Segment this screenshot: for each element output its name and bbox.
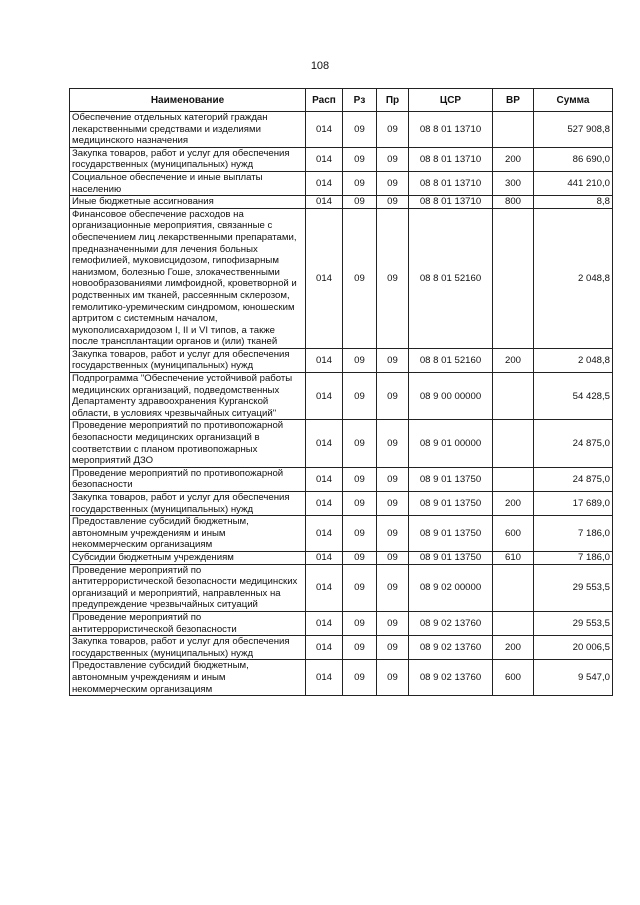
table-row — [70, 373, 613, 420]
row-name: Проведение мероприятий по противопожарной безопасности — [70, 467, 306, 491]
row-name: Проведение мероприятий по противопожарной безопасности медицинских организаций в соответствии с планом противопожарных мероприятий ДЗО — [70, 420, 306, 467]
header-sum: Сумма — [534, 89, 613, 112]
row-csr: 08 8 01 13710 — [409, 112, 493, 148]
row-pr: 09 — [377, 660, 409, 696]
row-rz: 09 — [343, 420, 377, 467]
table-row — [70, 551, 613, 564]
row-pr: 09 — [377, 147, 409, 171]
table-row — [70, 467, 613, 491]
row-pr: 09 — [377, 373, 409, 420]
row-vr — [493, 420, 534, 467]
row-rasp: 014 — [306, 373, 343, 420]
row-sum: 29 553,5 — [534, 611, 613, 635]
row-rasp: 014 — [306, 112, 343, 148]
row-vr: 600 — [493, 516, 534, 552]
row-csr: 08 8 01 13710 — [409, 147, 493, 171]
row-sum: 7 186,0 — [534, 551, 613, 564]
row-rasp: 014 — [306, 208, 343, 348]
header-name: Наименование — [70, 89, 306, 112]
row-rz: 09 — [343, 348, 377, 372]
table-row — [70, 636, 613, 660]
row-rasp: 014 — [306, 147, 343, 171]
header-rz: Рз — [343, 89, 377, 112]
row-sum: 8,8 — [534, 196, 613, 209]
row-rz: 09 — [343, 373, 377, 420]
row-rasp: 014 — [306, 492, 343, 516]
table-row — [70, 660, 613, 696]
row-name: Подпрограмма "Обеспечение устойчивой работы медицинских организаций, подведомственных Департаменту здравоохранения Курганской области, в условиях чрезвычайных ситуаций" — [70, 373, 306, 420]
table-row — [70, 564, 613, 611]
table-row — [70, 171, 613, 195]
row-vr — [493, 373, 534, 420]
header-vr: ВР — [493, 89, 534, 112]
row-sum: 7 186,0 — [534, 516, 613, 552]
row-vr — [493, 112, 534, 148]
row-rasp: 014 — [306, 467, 343, 491]
row-vr: 200 — [493, 348, 534, 372]
row-rz: 09 — [343, 516, 377, 552]
row-csr: 08 8 01 13710 — [409, 171, 493, 195]
row-rz: 09 — [343, 467, 377, 491]
row-rz: 09 — [343, 112, 377, 148]
row-rz: 09 — [343, 636, 377, 660]
row-pr: 09 — [377, 420, 409, 467]
row-pr: 09 — [377, 564, 409, 611]
row-sum: 527 908,8 — [534, 112, 613, 148]
row-name: Финансовое обеспечение расходов на организационные мероприятия, связанные с обеспечением лиц лекарственными препаратами, предназначенными для лечения больных гемофилией, муковисцидозом, гипофизарным нанизмом, болезнью Гоше, злокачественными новообразованиями лимфоидной, кроветворной и родственных им тканей, рассеянным склерозом, гемолитико-уремическим синдромом, юношеским артритом с системным началом, мукополисахаридозом I, II и VI типов, а также после трансплантации органов и (или) тканей — [70, 208, 306, 348]
row-rasp: 014 — [306, 348, 343, 372]
row-sum: 17 689,0 — [534, 492, 613, 516]
row-rasp: 014 — [306, 611, 343, 635]
row-pr: 09 — [377, 492, 409, 516]
table-row — [70, 611, 613, 635]
row-sum: 54 428,5 — [534, 373, 613, 420]
row-sum: 441 210,0 — [534, 171, 613, 195]
row-sum: 2 048,8 — [534, 208, 613, 348]
row-csr: 08 9 02 13760 — [409, 660, 493, 696]
row-sum: 9 547,0 — [534, 660, 613, 696]
row-name: Закупка товаров, работ и услуг для обеспечения государственных (муниципальных) нужд — [70, 636, 306, 660]
row-csr: 08 9 02 13760 — [409, 636, 493, 660]
row-rasp: 014 — [306, 420, 343, 467]
row-pr: 09 — [377, 196, 409, 209]
table-row — [70, 147, 613, 171]
row-pr: 09 — [377, 171, 409, 195]
row-sum: 24 875,0 — [534, 420, 613, 467]
row-name: Закупка товаров, работ и услуг для обеспечения государственных (муниципальных) нужд — [70, 492, 306, 516]
row-vr: 200 — [493, 636, 534, 660]
row-vr: 300 — [493, 171, 534, 195]
row-csr: 08 9 02 13760 — [409, 611, 493, 635]
row-rasp: 014 — [306, 196, 343, 209]
table-body — [70, 112, 613, 696]
row-csr: 08 9 01 13750 — [409, 492, 493, 516]
row-rz: 09 — [343, 660, 377, 696]
row-vr: 200 — [493, 147, 534, 171]
row-name: Закупка товаров, работ и услуг для обеспечения государственных (муниципальных) нужд — [70, 147, 306, 171]
row-csr: 08 9 01 13750 — [409, 551, 493, 564]
row-rz: 09 — [343, 147, 377, 171]
row-rz: 09 — [343, 611, 377, 635]
row-rasp: 014 — [306, 516, 343, 552]
page-number: 108 — [310, 60, 330, 72]
row-pr: 09 — [377, 636, 409, 660]
row-sum: 20 006,5 — [534, 636, 613, 660]
row-csr: 08 9 01 00000 — [409, 420, 493, 467]
row-rasp: 014 — [306, 551, 343, 564]
header-csr: ЦСР — [409, 89, 493, 112]
row-rz: 09 — [343, 196, 377, 209]
row-name: Проведение мероприятий по антитеррористической безопасности — [70, 611, 306, 635]
row-sum: 29 553,5 — [534, 564, 613, 611]
row-vr — [493, 208, 534, 348]
table-row — [70, 196, 613, 209]
row-pr: 09 — [377, 208, 409, 348]
row-name: Иные бюджетные ассигнования — [70, 196, 306, 209]
budget-table — [69, 88, 613, 696]
row-pr: 09 — [377, 467, 409, 491]
row-vr — [493, 611, 534, 635]
header-pr: Пр — [377, 89, 409, 112]
row-name: Социальное обеспечение и иные выплаты населению — [70, 171, 306, 195]
table-row — [70, 492, 613, 516]
row-pr: 09 — [377, 551, 409, 564]
row-pr: 09 — [377, 112, 409, 148]
row-name: Предоставление субсидий бюджетным, автономным учреждениям и иным некоммерческим организациям — [70, 660, 306, 696]
row-csr: 08 9 01 13750 — [409, 467, 493, 491]
row-vr: 800 — [493, 196, 534, 209]
row-rz: 09 — [343, 564, 377, 611]
row-name: Субсидии бюджетным учреждениям — [70, 551, 306, 564]
row-rz: 09 — [343, 492, 377, 516]
row-sum: 2 048,8 — [534, 348, 613, 372]
row-rasp: 014 — [306, 171, 343, 195]
row-csr: 08 9 01 13750 — [409, 516, 493, 552]
row-name: Обеспечение отдельных категорий граждан лекарственными средствами и изделиями медицинского назначения — [70, 112, 306, 148]
row-csr: 08 9 00 00000 — [409, 373, 493, 420]
row-vr — [493, 564, 534, 611]
table-header-row — [70, 89, 613, 112]
table-row — [70, 516, 613, 552]
row-sum: 24 875,0 — [534, 467, 613, 491]
row-vr: 610 — [493, 551, 534, 564]
row-vr — [493, 467, 534, 491]
row-name: Закупка товаров, работ и услуг для обеспечения государственных (муниципальных) нужд — [70, 348, 306, 372]
row-rasp: 014 — [306, 636, 343, 660]
row-vr: 600 — [493, 660, 534, 696]
table-row — [70, 420, 613, 467]
row-csr: 08 9 02 00000 — [409, 564, 493, 611]
row-pr: 09 — [377, 516, 409, 552]
table-row — [70, 208, 613, 348]
row-name: Предоставление субсидий бюджетным, автономным учреждениям и иным некоммерческим организациям — [70, 516, 306, 552]
row-csr: 08 8 01 13710 — [409, 196, 493, 209]
row-rasp: 014 — [306, 660, 343, 696]
row-pr: 09 — [377, 348, 409, 372]
header-rasp: Расп — [306, 89, 343, 112]
row-csr: 08 8 01 52160 — [409, 208, 493, 348]
row-rz: 09 — [343, 551, 377, 564]
row-vr: 200 — [493, 492, 534, 516]
table-row — [70, 112, 613, 148]
row-rz: 09 — [343, 171, 377, 195]
row-rasp: 014 — [306, 564, 343, 611]
row-name: Проведение мероприятий по антитеррористической безопасности медицинских организаций и мероприятий, направленных на предупреждение чрезвычайных ситуаций — [70, 564, 306, 611]
row-sum: 86 690,0 — [534, 147, 613, 171]
row-rz: 09 — [343, 208, 377, 348]
row-csr: 08 8 01 52160 — [409, 348, 493, 372]
row-pr: 09 — [377, 611, 409, 635]
table-row — [70, 348, 613, 372]
